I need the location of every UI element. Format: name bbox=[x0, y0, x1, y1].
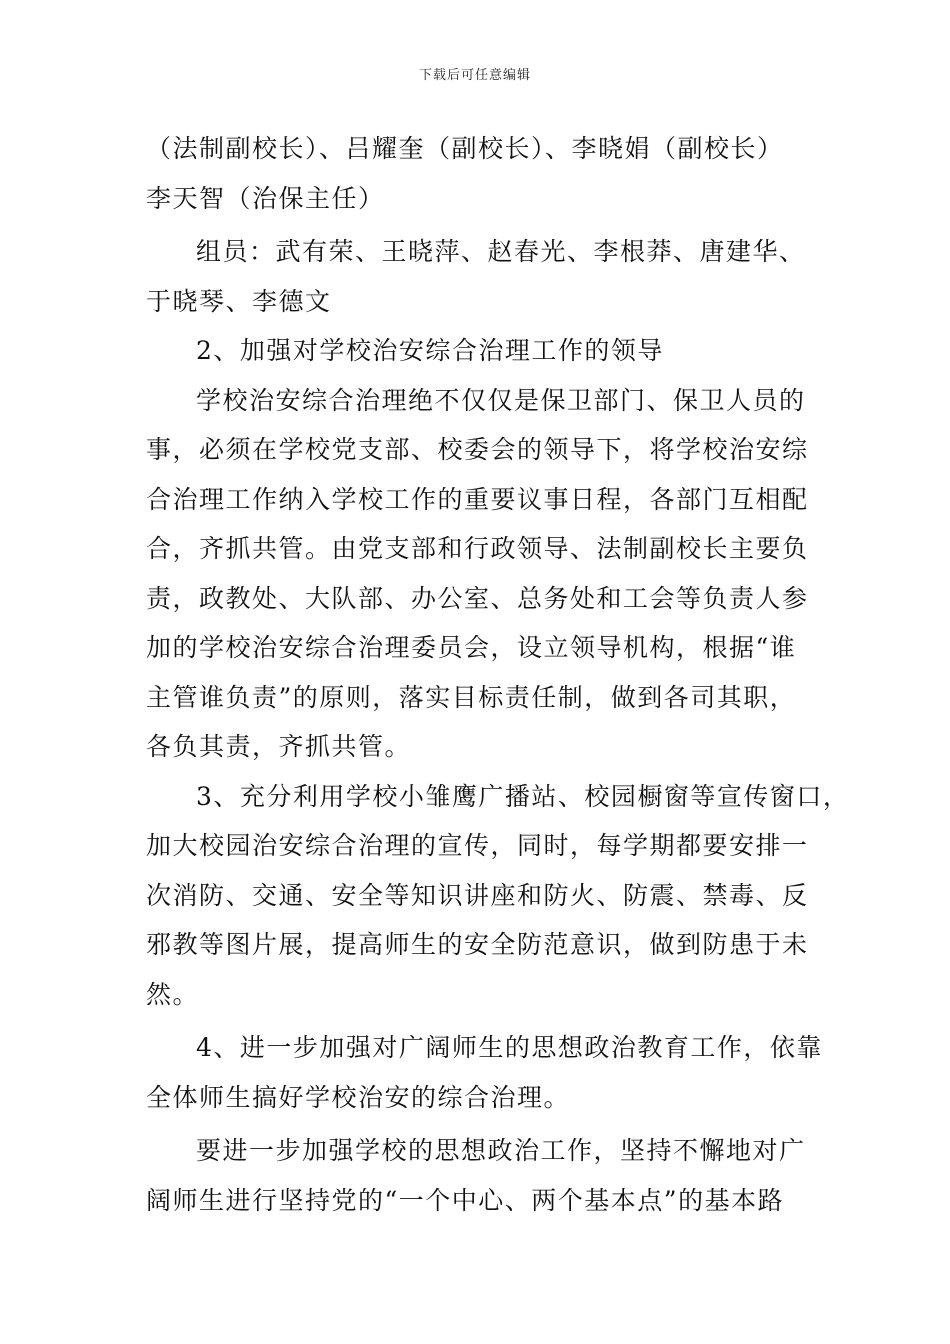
text-line: 全体师生搞好学校治安的综合治理。 bbox=[146, 1082, 571, 1112]
page-header-note: 下载后可任意编辑 bbox=[418, 68, 531, 83]
section-heading: 3、充分利用学校小雏鹰广播站、校园橱窗等宣传窗口， bbox=[196, 781, 850, 811]
text-line: 加的学校治安综合治理委员会，设立领导机构，根据“谁 bbox=[146, 633, 797, 662]
text-line: 加大校园治安综合治理的宣传，同时，每学期都要安排一 bbox=[146, 831, 809, 860]
text-line: 次消防、交通、安全等知识讲座和防火、防震、禁毒、反 bbox=[146, 880, 809, 910]
text-line: 李天智（治保主任） bbox=[146, 183, 385, 213]
text-line: 要进一步加强学校的思想政治工作，坚持不懈地对广 bbox=[196, 1136, 806, 1165]
text-line: 事，必须在学校党支部、校委会的领导下，将学校治安综 bbox=[146, 435, 809, 464]
text-line: 各负其责，齐抓共管。 bbox=[146, 732, 412, 761]
text-line: （法制副校长）、吕耀奎（副校长）、李晓娟（副校长） bbox=[146, 134, 784, 163]
text-line: 阔师生进行坚持党的“一个中心、两个基本点”的基本路 bbox=[146, 1185, 785, 1215]
text-line: 责，政教处、大队部、办公室、总务处和工会等负责人参 bbox=[146, 583, 809, 613]
text-line: 于晓琴、李德文 bbox=[146, 286, 332, 316]
document-body bbox=[146, 124, 850, 1225]
text-line: 合，齐抓共管。由党支部和行政领导、法制副校长主要负 bbox=[146, 534, 809, 563]
section-heading: 4、进一步加强对广阔师生的思想政治教育工作，依靠 bbox=[196, 1033, 823, 1062]
text-line: 主管谁负责”的原则，落实目标责任制，做到各司其职， bbox=[146, 682, 797, 712]
text-line: 学校治安综合治理绝不仅仅是保卫部门、保卫人员的 bbox=[196, 385, 806, 415]
section-heading: 2、加强对学校治安综合治理工作的领导 bbox=[196, 336, 664, 365]
text-line: 邪教等图片展，提高师生的安全防范意识，做到防患于未 bbox=[146, 930, 809, 959]
text-line: 组员：武有荣、王晓萍、赵春光、李根莽、唐建华、 bbox=[196, 237, 806, 266]
text-line: 然。 bbox=[146, 979, 200, 1009]
text-line: 合治理工作纳入学校工作的重要议事日程，各部门互相配 bbox=[146, 484, 809, 514]
